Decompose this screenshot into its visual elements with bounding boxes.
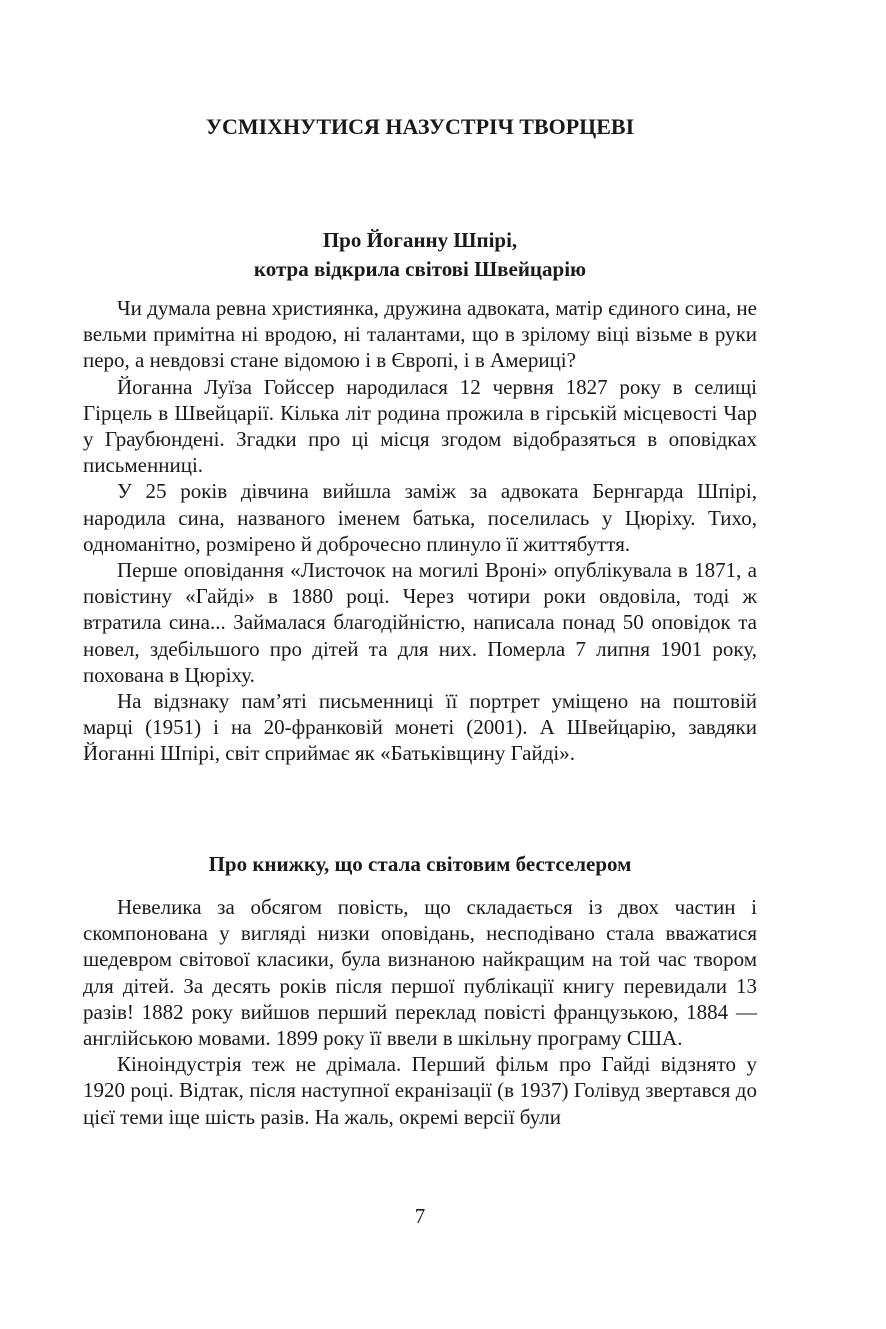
section-body-bestseller <box>83 894 757 1130</box>
paragraph: Перше оповідання «Листочок на могилі Вроні» опублікувала в 1871, а повістину «Гайді» в 1880 році. Через чотири роки овдовіла, тоді ж втратила сина... Займалася благодійністю, написала понад 50 оповідок та новел, здебільшого про дітей та для них. Померла 7 липня 1901 року, похована в Цюріху. <box>83 558 757 687</box>
paragraph: Кіноіндустрія теж не дрімала. Перший фільм про Гайді відзнято у 1920 році. Відтак, після наступної екранізації (в 1937) Голівуд звертався до цієї теми іще шість разів. На жаль, окремі версії були <box>83 1052 757 1129</box>
section-heading-bestseller <box>83 850 757 879</box>
chapter-title: УСМІХНУТИСЯ НАЗУСТРІЧ ТВОРЦЕВІ <box>205 114 635 139</box>
paragraph: Чи думала ревна християнка, дружина адвоката, матір єдиного сина, не вельми примітна ні вродою, ні талантами, що в зрілому віці візьме в руки перо, а невдовзі стане відомою і в Європі, і в Америці? <box>83 296 757 373</box>
section-heading-spyri <box>83 226 757 284</box>
section-heading-line: Про книжку, що стала світовим бестселером <box>208 852 632 876</box>
section-heading-line: котра відкрила світові Швейцарію <box>253 257 587 281</box>
section-heading-line: Про Йоганну Шпірі, <box>322 228 518 252</box>
book-page <box>83 0 757 1329</box>
paragraph: У 25 років дівчина вийшла заміж за адвоката Бернгарда Шпірі, народила сина, названого іменем батька, поселилась у Цюріху. Тихо, одноманітно, розмірено й доброчесно плинуло її життябуття. <box>83 479 757 556</box>
section-body-spyri <box>83 295 757 767</box>
paragraph: На відзнаку пам’яті письменниці її портрет уміщено на поштовій марці (1951) і на 20-франковій монеті (2001). А Швейцарію, завдяки Йоганні Шпірі, світ сприймає як «Батьківщину Гайді». <box>83 689 757 766</box>
page-number: 7 <box>414 1204 426 1228</box>
paragraph: Йоганна Луїза Гойссер народилася 12 червня 1827 року в селищі Гірцель в Швейцарії. Кілька літ родина прожила в гірській місцевості Чар у Граубюндені. Згадки про ці місця згодом відобразяться в оповідках письменниці. <box>83 374 757 478</box>
paragraph: Невелика за обсягом повість, що складається із двох частин і скомпонована у вигляді низки оповідань, несподівано стала вважатися шедевром світової класики, була визнаною найкращим на той час твором для дітей. За десять років після першої публікації книгу перевидали 13 разів! 1882 року вийшов перший переклад повісті французькою, 1884 — англійською мовами. 1899 року її ввели в шкільну програму США. <box>83 895 757 1051</box>
